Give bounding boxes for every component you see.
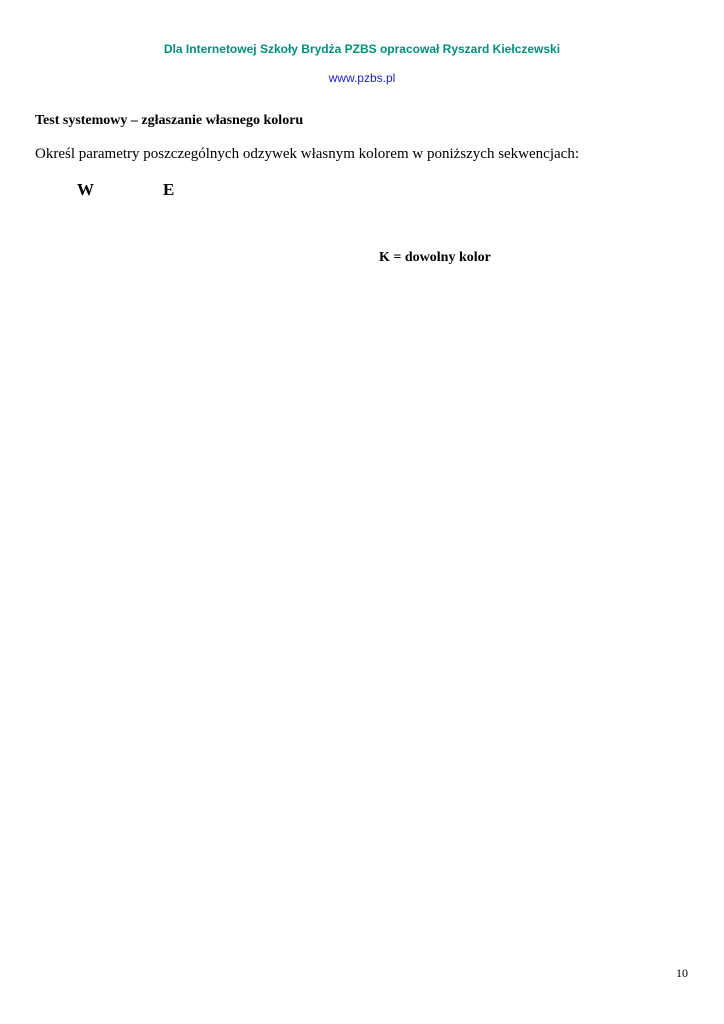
header-author-line: Dla Internetowej Szkoły Brydża PZBS opracował Ryszard Kiełczewski [163, 42, 561, 56]
page-title: Test systemowy – zgłaszanie własnego koloru [35, 113, 304, 128]
note-any-suit: K = dowolny kolor [379, 250, 491, 265]
column-header-w: W [77, 180, 94, 199]
header-website-link[interactable]: www.pzbs.pl [328, 71, 396, 85]
column-header-e: E [163, 180, 175, 199]
instruction-text: Określ parametry poszczególnych odzywek własnym kolorem w poniższych sekwencjach: [35, 146, 579, 162]
page-number: 10 [676, 966, 688, 980]
